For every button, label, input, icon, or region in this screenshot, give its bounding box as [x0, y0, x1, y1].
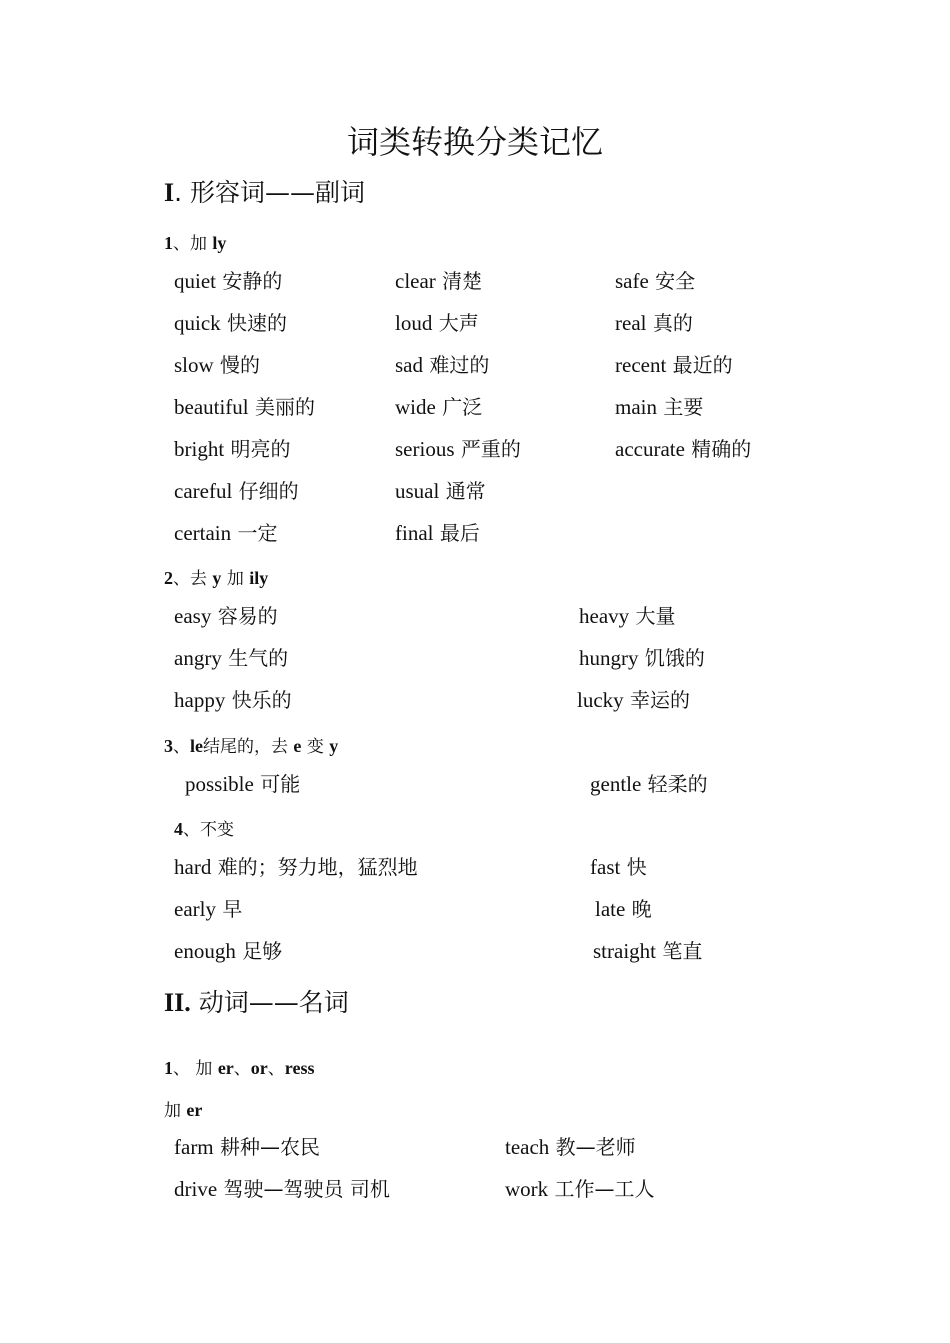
suffix-or: or	[250, 1058, 268, 1078]
english-word: certain	[174, 521, 232, 545]
group-1-sep: 、	[173, 234, 190, 254]
group-4-sep: 、	[183, 820, 200, 840]
suffix-er: er	[217, 1058, 234, 1078]
group-3-number: 3	[164, 736, 173, 756]
group-2-number: 2	[164, 568, 173, 588]
english-word: slow	[174, 353, 214, 377]
chinese-meaning: 仔细的	[238, 479, 299, 503]
section-1-heading	[164, 176, 365, 210]
group-4-word-item	[174, 853, 418, 881]
section-1-sep: .	[174, 178, 183, 207]
group-1-word-item	[615, 267, 695, 295]
group-3-word-item	[185, 770, 300, 798]
group-4-word-item	[174, 937, 282, 965]
group-4-label: 不变	[200, 820, 234, 840]
chinese-meaning: 容易的	[217, 604, 278, 628]
group-3-heading	[164, 734, 338, 759]
section-2-label: 动词——名词	[198, 988, 349, 1017]
english-word: recent	[615, 353, 667, 377]
english-word: quick	[174, 311, 221, 335]
section-2-heading	[164, 986, 349, 1020]
english-word: angry	[174, 646, 222, 670]
section-2-word-item	[505, 1175, 655, 1203]
group-2-sep: 、	[173, 569, 190, 589]
group-3-letter-y: y	[329, 736, 339, 756]
chinese-meaning: 主要	[663, 395, 704, 419]
group-1-word-item	[615, 435, 751, 463]
english-word: lucky	[577, 688, 624, 712]
chinese-meaning: 耕种—农民	[220, 1135, 321, 1159]
group-2-word-item	[577, 686, 690, 714]
chinese-meaning: 慢的	[220, 353, 261, 377]
group-4-word-item	[174, 895, 242, 923]
english-word: gentle	[590, 772, 642, 796]
chinese-meaning: 难的；努力地，猛烈地	[217, 855, 418, 879]
english-word: hard	[174, 855, 212, 879]
group-4-heading	[174, 817, 234, 842]
group-1-word-item	[615, 393, 703, 421]
group-2-suffix: ily	[249, 568, 269, 588]
english-word: main	[615, 395, 657, 419]
group-1-word-item	[174, 393, 315, 421]
section-2-number: II.	[164, 988, 191, 1017]
chinese-meaning: 一定	[237, 521, 278, 545]
section-2-word-item	[174, 1133, 320, 1161]
english-word: enough	[174, 939, 236, 963]
english-word: quiet	[174, 269, 216, 293]
group-3-letter-e: e	[293, 736, 302, 756]
chinese-meaning: 最近的	[672, 353, 733, 377]
group-1-word-item	[174, 435, 291, 463]
group-1-word-item	[395, 267, 482, 295]
chinese-meaning: 最后	[439, 521, 480, 545]
english-word: early	[174, 897, 216, 921]
english-word: serious	[395, 437, 455, 461]
chinese-meaning: 安全	[655, 269, 696, 293]
group-4-word-item	[593, 937, 702, 965]
chinese-meaning: 教—老师	[555, 1135, 636, 1159]
s2-group-1-number: 1	[164, 1058, 173, 1078]
chinese-meaning: 清楚	[442, 269, 483, 293]
english-word: final	[395, 521, 434, 545]
section-1-number: I	[164, 178, 175, 207]
chinese-meaning: 驾驶—驾驶员 司机	[223, 1177, 390, 1201]
page-title: 词类转换分类记忆	[346, 123, 603, 161]
sub-er-pre: 加	[164, 1101, 181, 1121]
chinese-meaning: 真的	[652, 311, 693, 335]
english-word: teach	[505, 1135, 550, 1159]
english-word: wide	[395, 395, 436, 419]
group-2-word-item	[579, 602, 676, 630]
chinese-meaning: 精确的	[691, 437, 752, 461]
group-1-word-item	[174, 477, 299, 505]
english-word: easy	[174, 604, 212, 628]
group-1-pre: 加	[190, 234, 207, 254]
group-1-heading	[164, 231, 226, 256]
group-3-ending: le	[190, 736, 203, 756]
group-1-word-item	[395, 309, 479, 337]
group-1-word-item	[395, 435, 521, 463]
english-word: possible	[185, 772, 254, 796]
english-word: sad	[395, 353, 423, 377]
section-1-label: 形容词——副词	[190, 178, 366, 207]
group-2-mid: 加	[226, 569, 244, 589]
english-word: accurate	[615, 437, 685, 461]
group-1-word-item	[395, 351, 489, 379]
group-1-number: 1	[164, 233, 173, 253]
group-1-word-item	[174, 519, 277, 547]
s2-comma-2: 、	[267, 1059, 285, 1079]
group-1-word-item	[174, 267, 282, 295]
group-2-letter: y	[212, 568, 222, 588]
chinese-meaning: 大量	[635, 604, 676, 628]
chinese-meaning: 晚	[631, 897, 652, 921]
group-1-word-item	[174, 351, 260, 379]
chinese-meaning: 大声	[438, 311, 479, 335]
english-word: safe	[615, 269, 649, 293]
chinese-meaning: 快速的	[227, 311, 288, 335]
chinese-meaning: 生气的	[228, 646, 289, 670]
group-1-word-item	[615, 309, 693, 337]
chinese-meaning: 严重的	[460, 437, 521, 461]
english-word: clear	[395, 269, 436, 293]
chinese-meaning: 快	[626, 855, 647, 879]
chinese-meaning: 早	[222, 897, 243, 921]
chinese-meaning: 难过的	[429, 353, 490, 377]
english-word: happy	[174, 688, 226, 712]
group-1-word-item	[395, 393, 482, 421]
english-word: hungry	[579, 646, 639, 670]
english-word: straight	[593, 939, 656, 963]
group-1-word-item	[395, 477, 486, 505]
chinese-meaning: 安静的	[222, 269, 283, 293]
chinese-meaning: 广泛	[442, 395, 483, 419]
s2-group-1-pre: 加	[195, 1059, 213, 1079]
group-2-pre: 去	[190, 569, 207, 589]
group-1-word-item	[615, 351, 733, 379]
english-word: work	[505, 1177, 549, 1201]
sub-er-suffix: er	[186, 1100, 203, 1120]
group-1-word-item	[174, 309, 287, 337]
english-word: beautiful	[174, 395, 249, 419]
group-3-sep: 、	[173, 737, 190, 757]
section-2-word-item	[505, 1133, 636, 1161]
group-2-heading	[164, 566, 268, 591]
group-2-word-item	[579, 644, 705, 672]
group-2-word-item	[174, 686, 292, 714]
chinese-meaning: 足够	[242, 939, 283, 963]
english-word: loud	[395, 311, 433, 335]
chinese-meaning: 明亮的	[230, 437, 291, 461]
group-3-word-item	[590, 770, 708, 798]
chinese-meaning: 轻柔的	[647, 772, 708, 796]
group-2-word-item	[174, 602, 278, 630]
group-3-mid: 结尾的，去	[203, 737, 288, 757]
group-4-word-item	[590, 853, 647, 881]
group-1-word-item	[395, 519, 480, 547]
chinese-meaning: 可能	[260, 772, 301, 796]
english-word: real	[615, 311, 647, 335]
chinese-meaning: 通常	[445, 479, 486, 503]
english-word: bright	[174, 437, 225, 461]
english-word: farm	[174, 1135, 214, 1159]
group-2-word-item	[174, 644, 288, 672]
english-word: usual	[395, 479, 440, 503]
suffix-ress: ress	[284, 1058, 315, 1078]
chinese-meaning: 饥饿的	[644, 646, 705, 670]
english-word: drive	[174, 1177, 218, 1201]
group-4-word-item	[595, 895, 652, 923]
english-word: late	[595, 897, 626, 921]
chinese-meaning: 笔直	[662, 939, 703, 963]
group-1-suffix: ly	[212, 233, 227, 253]
group-3-mid2: 变	[306, 737, 324, 757]
chinese-meaning: 快乐的	[231, 688, 292, 712]
english-word: careful	[174, 479, 233, 503]
sub-heading-er	[164, 1098, 202, 1123]
chinese-meaning: 幸运的	[630, 688, 691, 712]
group-4-number: 4	[174, 819, 183, 839]
english-word: heavy	[579, 604, 630, 628]
chinese-meaning: 美丽的	[255, 395, 315, 419]
section-2-word-item	[174, 1175, 390, 1203]
chinese-meaning: 工作—工人	[554, 1177, 655, 1201]
s2-group-1-sep: 、	[173, 1059, 190, 1079]
section-2-group-1-heading	[164, 1056, 314, 1081]
s2-comma-1: 、	[233, 1059, 251, 1079]
english-word: fast	[590, 855, 621, 879]
